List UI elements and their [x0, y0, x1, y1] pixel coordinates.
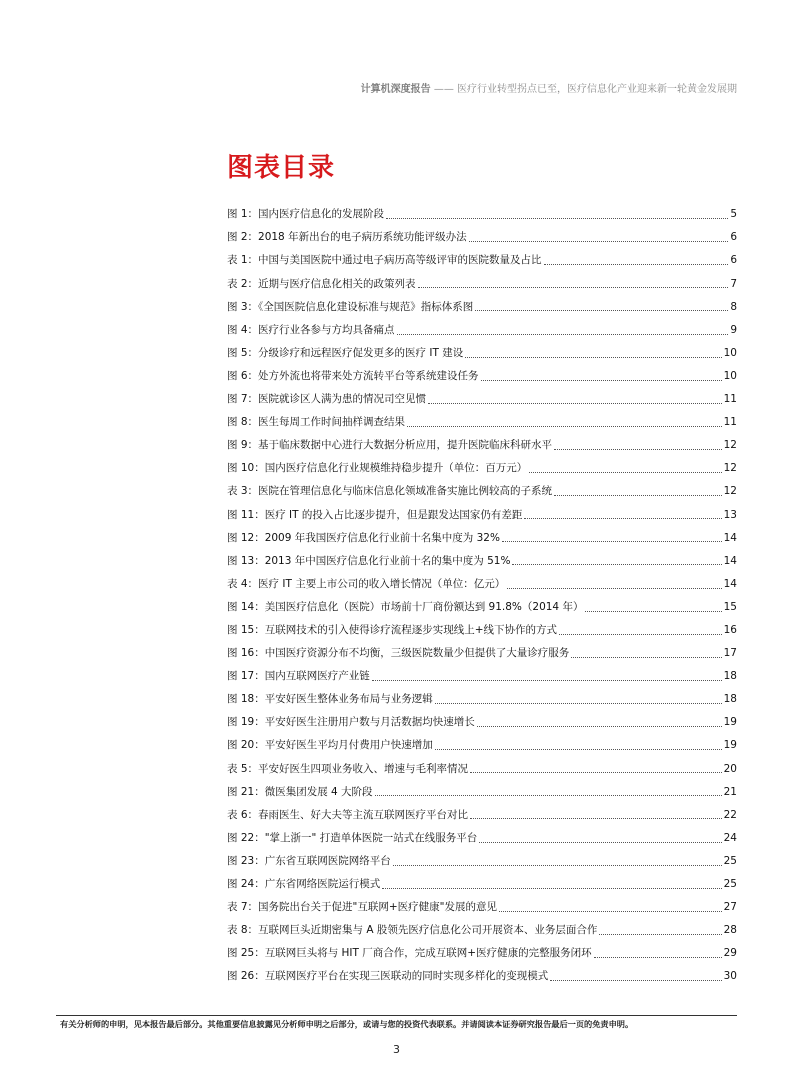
toc-entry-page: 17	[723, 647, 737, 660]
toc-entry-page: 10	[723, 369, 737, 382]
toc-entry[interactable]	[227, 873, 737, 896]
toc-entry-label: 图 10：国内医疗信息化行业规模维持稳步提升（单位：百万元）	[227, 462, 528, 475]
toc-entry-label: 图 25：互联网巨头将与 HIT 厂商合作，完成互联网+医疗健康的完整服务闭环	[227, 947, 592, 960]
toc-dot-leader	[435, 695, 722, 704]
toc-entry-label: 图 3：《全国医院信息化建设标准与规范》指标体系图	[227, 300, 474, 313]
toc-entry-page: 11	[723, 393, 737, 406]
toc-entry-page: 14	[723, 554, 737, 567]
toc-entry-label: 图 9：基于临床数据中心进行大数据分析应用，提升医院临床科研水平	[227, 439, 553, 452]
toc-entry[interactable]	[227, 318, 737, 341]
toc-entry-label: 表 1：中国与美国医院中通过电子病历高等级评审的医院数量及占比	[227, 254, 542, 267]
toc-entry-label: 图 1：国内医疗信息化的发展阶段	[227, 208, 385, 221]
toc-dot-leader	[554, 487, 722, 496]
toc-dot-leader	[372, 672, 722, 681]
page-title: 图表目录	[227, 153, 336, 183]
toc-entry[interactable]	[227, 942, 737, 965]
toc-dot-leader	[479, 834, 721, 843]
toc-entry-label: 表 6：春雨医生、好大夫等主流互联网医疗平台对比	[227, 808, 469, 821]
toc-entry-page: 25	[723, 878, 737, 891]
toc-entry-page: 19	[723, 716, 737, 729]
toc-entry-page: 27	[723, 901, 737, 914]
toc-entry[interactable]	[227, 457, 737, 480]
toc-dot-leader	[512, 556, 721, 565]
toc-entry[interactable]	[227, 388, 737, 411]
toc-dot-leader	[571, 649, 721, 658]
toc-entry-label: 图 2：2018 年新出台的电子病历系统功能评级办法	[227, 231, 467, 244]
toc-dot-leader	[499, 903, 722, 912]
toc-entry[interactable]	[227, 596, 737, 619]
table-of-figures	[227, 203, 737, 988]
toc-entry[interactable]	[227, 827, 737, 850]
header-dash: ——	[433, 84, 454, 95]
toc-entry-label: 图 13：2013 年中国医疗信息化行业前十名的集中度为 51%	[227, 554, 511, 567]
toc-entry-label: 图 24：广东省网络医院运行模式	[227, 878, 381, 891]
toc-entry-label: 表 3：医院在管理信息化与临床信息化领域准备实施比例较高的子系统	[227, 485, 553, 498]
toc-entry[interactable]	[227, 919, 737, 942]
toc-entry-page: 14	[723, 577, 737, 590]
toc-entry[interactable]	[227, 896, 737, 919]
toc-dot-leader	[544, 256, 729, 265]
toc-dot-leader	[397, 326, 729, 335]
toc-entry-label: 表 5：平安好医生四项业务收入、增速与毛利率情况	[227, 762, 469, 775]
toc-dot-leader	[477, 718, 722, 727]
toc-entry[interactable]	[227, 780, 737, 803]
report-type: 计算机深度报告	[360, 84, 431, 95]
page-number: 3	[393, 1043, 400, 1056]
toc-entry-page: 6	[730, 231, 737, 244]
toc-dot-leader	[507, 580, 721, 589]
toc-entry-page: 13	[723, 508, 737, 521]
toc-dot-leader	[529, 464, 721, 473]
toc-entry-label: 图 26：互联网医疗平台在实现三医联动的同时实现多样化的变现模式	[227, 970, 549, 983]
footer-divider	[56, 1015, 737, 1016]
toc-entry-label: 图 19：平安好医生注册用户数与月活数据均快速增长	[227, 716, 475, 729]
toc-entry-page: 18	[723, 670, 737, 683]
toc-entry-label: 表 2：近期与医疗信息化相关的政策列表	[227, 277, 416, 290]
toc-entry[interactable]	[227, 365, 737, 388]
toc-entry-page: 11	[723, 416, 737, 429]
toc-entry-page: 18	[723, 693, 737, 706]
toc-entry-page: 28	[723, 924, 737, 937]
report-subtitle: 医疗行业转型拐点已至，医疗信息化产业迎来新一轮黄金发展期	[457, 84, 737, 95]
toc-entry[interactable]	[227, 203, 737, 226]
toc-entry[interactable]	[227, 803, 737, 826]
toc-entry[interactable]	[227, 711, 737, 734]
toc-entry[interactable]	[227, 573, 737, 596]
toc-dot-leader	[481, 372, 722, 381]
toc-entry-page: 12	[723, 485, 737, 498]
toc-entry-label: 图 5：分级诊疗和远程医疗促发更多的医疗 IT 建设	[227, 346, 464, 359]
toc-entry-page: 14	[723, 531, 737, 544]
toc-entry[interactable]	[227, 503, 737, 526]
toc-dot-leader	[465, 349, 721, 358]
toc-entry[interactable]	[227, 734, 737, 757]
toc-dot-leader	[599, 926, 721, 935]
toc-entry-page: 16	[723, 623, 737, 636]
toc-dot-leader	[502, 533, 722, 542]
toc-entry-label: 图 20：平安好医生平均月付费用户快速增加	[227, 739, 433, 752]
toc-entry[interactable]	[227, 549, 737, 572]
toc-entry[interactable]	[227, 411, 737, 434]
toc-entry[interactable]	[227, 480, 737, 503]
toc-entry-page: 25	[723, 854, 737, 867]
toc-entry-label: 图 11：医疗 IT 的投入占比逐步提升，但是跟发达国家仍有差距	[227, 508, 523, 521]
toc-entry-label: 表 7：国务院出台关于促进"互联网+医疗健康"发展的意见	[227, 901, 497, 914]
toc-entry-page: 5	[730, 208, 737, 221]
toc-entry[interactable]	[227, 526, 737, 549]
toc-entry-page: 8	[730, 300, 737, 313]
toc-entry-page: 15	[723, 600, 737, 613]
toc-entry-label: 图 7：医院就诊区人满为患的情况司空见惯	[227, 393, 427, 406]
toc-entry-page: 19	[723, 739, 737, 752]
toc-entry[interactable]	[227, 342, 737, 365]
toc-entry-label: 图 16：中国医疗资源分布不均衡，三级医院数量少但提供了大量诊疗服务	[227, 647, 570, 660]
toc-entry-page: 9	[730, 323, 737, 336]
toc-entry-page: 22	[723, 808, 737, 821]
toc-entry[interactable]	[227, 619, 737, 642]
toc-entry[interactable]	[227, 249, 737, 272]
toc-entry-label: 图 6：处方外流也将带来处方流转平台等系统建设任务	[227, 369, 479, 382]
toc-entry-page: 21	[723, 785, 737, 798]
toc-entry-page: 12	[723, 439, 737, 452]
toc-entry-page: 12	[723, 462, 737, 475]
toc-entry-page: 6	[730, 254, 737, 267]
toc-dot-leader	[559, 626, 722, 635]
toc-entry-label: 图 18：平安好医生整体业务布局与业务逻辑	[227, 693, 433, 706]
running-header	[361, 80, 737, 95]
toc-entry[interactable]	[227, 665, 737, 688]
toc-entry-label: 图 4：医疗行业各参与方均具备痛点	[227, 323, 395, 336]
toc-entry-label: 图 23：广东省互联网医院网络平台	[227, 854, 391, 867]
toc-dot-leader	[594, 949, 722, 958]
toc-entry-label: 图 12：2009 年我国医疗信息化行业前十名集中度为 32%	[227, 531, 500, 544]
toc-entry[interactable]	[227, 965, 737, 988]
toc-entry[interactable]	[227, 642, 737, 665]
toc-entry[interactable]	[227, 295, 737, 318]
toc-entry[interactable]	[227, 850, 737, 873]
toc-dot-leader	[470, 810, 722, 819]
toc-entry[interactable]	[227, 434, 737, 457]
toc-entry-page: 29	[723, 947, 737, 960]
toc-entry-label: 图 8：医生每周工作时间抽样调查结果	[227, 416, 406, 429]
toc-entry-label: 表 8：互联网巨头近期密集与 A 股领先医疗信息化公司开展资本、业务层面合作	[227, 924, 598, 937]
toc-entry-page: 24	[723, 831, 737, 844]
toc-entry[interactable]	[227, 688, 737, 711]
toc-dot-leader	[469, 233, 729, 242]
toc-dot-leader	[428, 395, 722, 404]
footer-disclaimer: 有关分析师的申明，见本报告最后部分。其他重要信息披露见分析师申明之后部分，或请与您的投资代表联系。并请阅读本证券研究报告最后一页的免责申明。	[60, 1019, 634, 1029]
toc-dot-leader	[435, 741, 722, 750]
toc-dot-leader	[386, 210, 728, 219]
toc-entry-page: 7	[730, 277, 737, 290]
toc-dot-leader	[475, 302, 728, 311]
toc-entry[interactable]	[227, 272, 737, 295]
toc-dot-leader	[382, 880, 721, 889]
toc-entry[interactable]	[227, 757, 737, 780]
toc-entry-label: 图 21：微医集团发展 4 大阶段	[227, 785, 373, 798]
toc-entry-label: 图 22："掌上浙一" 打造单体医院一站式在线服务平台	[227, 831, 478, 844]
toc-dot-leader	[418, 279, 729, 288]
toc-entry-label: 图 17：国内互联网医疗产业链	[227, 670, 370, 683]
toc-dot-leader	[407, 418, 722, 427]
toc-entry[interactable]	[227, 226, 737, 249]
toc-entry-page: 20	[723, 762, 737, 775]
toc-entry-label: 图 14：美国医疗信息化（医院）市场前十厂商份额达到 91.8%（2014 年）	[227, 600, 584, 613]
toc-dot-leader	[375, 787, 722, 796]
toc-dot-leader	[524, 510, 721, 519]
toc-dot-leader	[470, 764, 722, 773]
toc-entry-page: 10	[723, 346, 737, 359]
toc-entry-label: 表 4：医疗 IT 主要上市公司的收入增长情况（单位：亿元）	[227, 577, 506, 590]
toc-entry-page: 30	[723, 970, 737, 983]
toc-dot-leader	[393, 857, 722, 866]
toc-entry-label: 图 15：互联网技术的引入使得诊疗流程逐步实现线上+线下协作的方式	[227, 623, 557, 636]
toc-dot-leader	[585, 603, 721, 612]
toc-dot-leader	[554, 441, 722, 450]
toc-dot-leader	[550, 972, 721, 981]
